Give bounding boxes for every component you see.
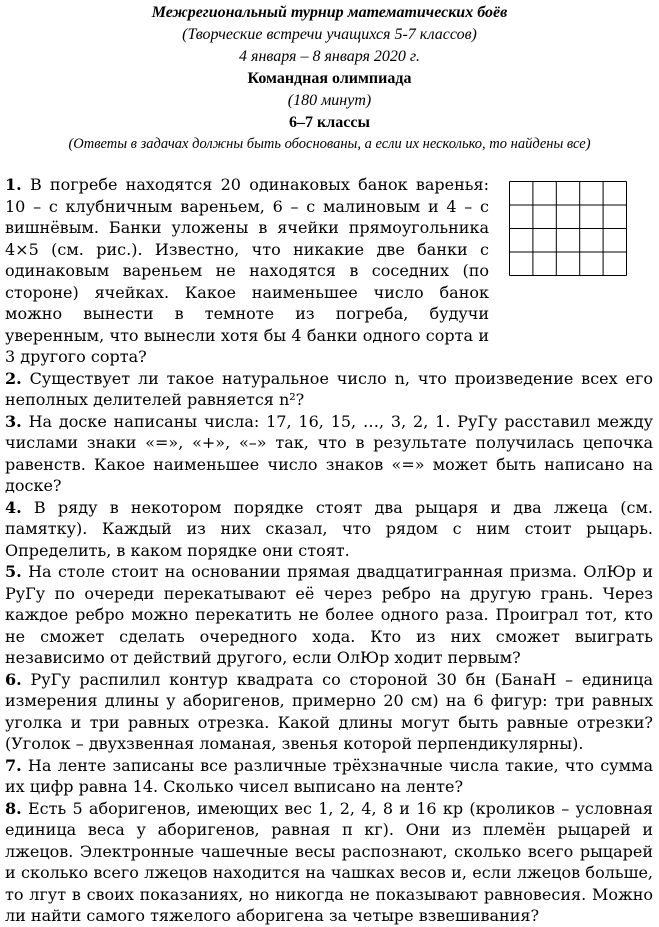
problem-text: В ряду в некотором порядке стоят два рыцаря и два лжеца (см. памятку). Каждый из них сказал, что рядом с ним стоит рыцарь. Определить, в каком порядке они стоят.: [5, 497, 653, 560]
problem-7: [5, 755, 653, 798]
problem-text: Существует ли такое натуральное число n, что произведение всех его неполных делителей равняется n²?: [5, 368, 653, 409]
problem-text: На ленте записаны все различные трёхзначные числа такие, что сумма их цифр равна 14. Сколько чисел выписано на ленте?: [5, 755, 653, 796]
problem-number: 4.: [5, 497, 22, 517]
problem-5: [5, 561, 653, 669]
problem-number: 1.: [5, 175, 22, 194]
event-subtitle: (Творческие встречи учащихся 5-7 классов): [182, 26, 477, 43]
problem-8: [5, 798, 653, 927]
problem-number: 8.: [5, 798, 22, 818]
problem-number: 2.: [5, 368, 22, 388]
problem-text: На столе стоит на основании прямая двадцатигранная призма. ОлЮр и РуГу по очереди перекатывают её через ребро на другую грань. Через каждое ребро можно перекатить не более одного раза. Проиграл тот, кто не сможет сделать очередного хода. Кто из них сможет выиграть независимо от действий другого, если ОлЮр ходит первым?: [5, 562, 653, 667]
event-dates: 4 января – 8 января 2020 г.: [239, 48, 420, 65]
problem-number: 6.: [5, 669, 22, 689]
problem-2: [5, 368, 653, 411]
problem-text: Есть 5 аборигенов, имеющих вес 1, 2, 4, 8 и 16 кр (кроликов – условная единица веса у аборигенов, равная π кг). Они из племён рыцарей и лжецов. Электронные чашечные весы распознают, сколько всего рыцарей и сколько всего лжецов находится на чашках весов и, если лжецов больше, то лгут в своих показаниях, но никогда не показывают равновесия. Можно ли найти самого тяжелого аборигена за четыре взвешивания?: [5, 798, 653, 925]
problem-text: РуГу распилил контур квадрата со стороной 30 бн (БанаН – единица измерения длины у аборигенов, примерно 20 см) на 6 фигур: три равных уголка и три равных отрезка. Какой длины могут быть равные отрезки? (Уголок – двухзвенная ломаная, звенья которой перпендикулярны).: [5, 669, 653, 753]
tournament-title: Межрегиональный турнир математических боёв: [151, 4, 508, 21]
olympiad-title: Командная олимпиада: [247, 70, 412, 87]
problem-1: [5, 174, 489, 368]
problem-number: 7.: [5, 755, 22, 775]
instructions-note: (Ответы в задачах должны быть обоснованы, а если их несколько, то найдены все): [68, 136, 591, 152]
problem-4: [5, 497, 653, 562]
problem-list: [5, 174, 653, 927]
problem-3: [5, 411, 653, 497]
duration: (180 минут): [287, 92, 372, 109]
problem-text: На доске написаны числа: 17, 16, 15, …, 3, 2, 1. РуГу расставил между числами знаки «=», «+», «–» так, что в результате получилась цепочка равенств. Какое наименьшее число знаков «=» может быть написано на доске?: [5, 411, 653, 495]
problem-number: 3.: [5, 411, 22, 431]
problem-number: 5.: [5, 562, 22, 581]
problem-text: В погребе находятся 20 одинаковых банок варенья: 10 – с клубничным вареньем, 6 – с малиновым и 4 – с вишнёвым. Банки уложены в ячейки прямоугольника 4×5 (см. рис.). Известно, что никакие две банки с одинаковым вареньем не находятся в соседних (по стороне) ячейках. Какое наименьшее число банок можно вынести в темноте из погреба, будучи уверенным, что вынесли хотя бы 4 банки одного сорта и 3 другого сорта?: [5, 175, 489, 366]
grade-level: 6–7 классы: [289, 114, 370, 131]
problem-6: [5, 669, 653, 755]
